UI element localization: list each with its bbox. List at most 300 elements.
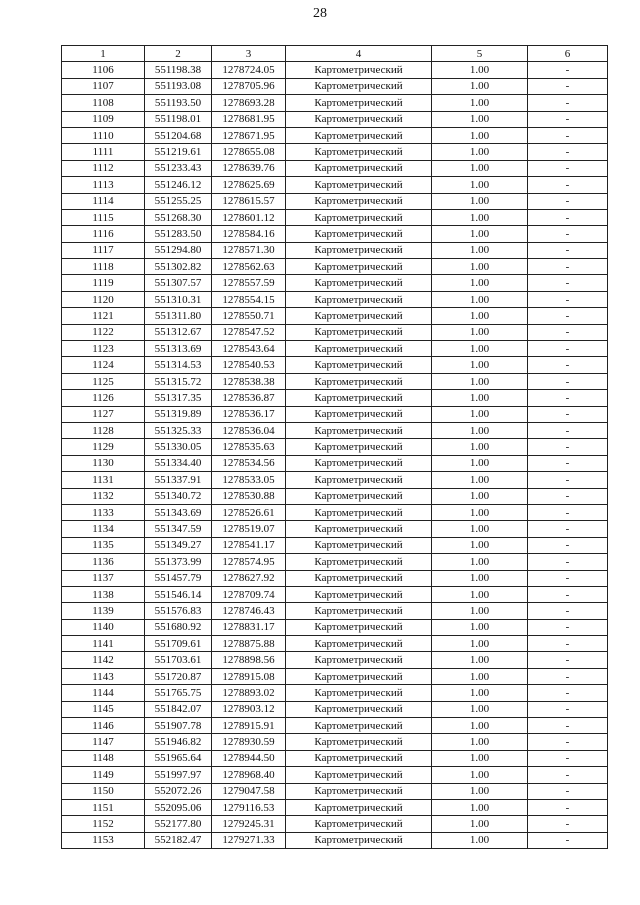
note-cell: -: [528, 439, 608, 455]
method-cell: Картометрический: [286, 636, 432, 652]
method-cell: Картометрический: [286, 373, 432, 389]
table-row: [62, 832, 608, 848]
method-cell: Картометрический: [286, 718, 432, 734]
note-cell: -: [528, 341, 608, 357]
x-coordinate-cell: 551198.01: [145, 111, 212, 127]
note-cell: -: [528, 291, 608, 307]
x-coordinate-cell: 551340.72: [145, 488, 212, 504]
method-cell: Картометрический: [286, 504, 432, 520]
method-cell: Картометрический: [286, 177, 432, 193]
y-coordinate-cell: 1278898.56: [212, 652, 286, 668]
note-cell: -: [528, 275, 608, 291]
point-number-cell: 1153: [62, 832, 145, 848]
note-cell: -: [528, 406, 608, 422]
y-coordinate-cell: 1278538.38: [212, 373, 286, 389]
y-coordinate-cell: 1278709.74: [212, 586, 286, 602]
table-row: [62, 324, 608, 340]
y-coordinate-cell: 1278530.88: [212, 488, 286, 504]
x-coordinate-cell: 551325.33: [145, 422, 212, 438]
y-coordinate-cell: 1278968.40: [212, 767, 286, 783]
y-coordinate-cell: 1278671.95: [212, 127, 286, 143]
accuracy-cell: 1.00: [432, 668, 528, 684]
column-header-6: 6: [528, 46, 608, 62]
note-cell: -: [528, 95, 608, 111]
table-row: [62, 767, 608, 783]
x-coordinate-cell: 551319.89: [145, 406, 212, 422]
accuracy-cell: 1.00: [432, 767, 528, 783]
x-coordinate-cell: 551283.50: [145, 226, 212, 242]
table-row: [62, 652, 608, 668]
method-cell: Картометрический: [286, 734, 432, 750]
accuracy-cell: 1.00: [432, 406, 528, 422]
y-coordinate-cell: 1278681.95: [212, 111, 286, 127]
method-cell: Картометрический: [286, 291, 432, 307]
x-coordinate-cell: 551842.07: [145, 701, 212, 717]
note-cell: -: [528, 521, 608, 537]
y-coordinate-cell: 1278584.16: [212, 226, 286, 242]
x-coordinate-cell: 551193.50: [145, 95, 212, 111]
point-number-cell: 1126: [62, 390, 145, 406]
point-number-cell: 1114: [62, 193, 145, 209]
point-number-cell: 1149: [62, 767, 145, 783]
note-cell: -: [528, 619, 608, 635]
point-number-cell: 1137: [62, 570, 145, 586]
x-coordinate-cell: 551457.79: [145, 570, 212, 586]
y-coordinate-cell: 1278915.08: [212, 668, 286, 684]
x-coordinate-cell: 551302.82: [145, 259, 212, 275]
method-cell: Картометрический: [286, 144, 432, 160]
x-coordinate-cell: 551294.80: [145, 242, 212, 258]
accuracy-cell: 1.00: [432, 799, 528, 815]
accuracy-cell: 1.00: [432, 586, 528, 602]
y-coordinate-cell: 1278547.52: [212, 324, 286, 340]
accuracy-cell: 1.00: [432, 177, 528, 193]
accuracy-cell: 1.00: [432, 504, 528, 520]
accuracy-cell: 1.00: [432, 62, 528, 78]
point-number-cell: 1113: [62, 177, 145, 193]
point-number-cell: 1151: [62, 799, 145, 815]
accuracy-cell: 1.00: [432, 422, 528, 438]
accuracy-cell: 1.00: [432, 783, 528, 799]
y-coordinate-cell: 1278541.17: [212, 537, 286, 553]
method-cell: Картометрический: [286, 308, 432, 324]
y-coordinate-cell: 1278705.96: [212, 78, 286, 94]
accuracy-cell: 1.00: [432, 242, 528, 258]
note-cell: -: [528, 308, 608, 324]
table-row: [62, 816, 608, 832]
note-cell: -: [528, 652, 608, 668]
note-cell: -: [528, 783, 608, 799]
point-number-cell: 1122: [62, 324, 145, 340]
x-coordinate-cell: 551255.25: [145, 193, 212, 209]
note-cell: -: [528, 537, 608, 553]
accuracy-cell: 1.00: [432, 357, 528, 373]
point-number-cell: 1111: [62, 144, 145, 160]
x-coordinate-cell: 551997.97: [145, 767, 212, 783]
note-cell: -: [528, 177, 608, 193]
x-coordinate-cell: 551907.78: [145, 718, 212, 734]
x-coordinate-cell: 551337.91: [145, 472, 212, 488]
y-coordinate-cell: 1278944.50: [212, 750, 286, 766]
header-row: [62, 46, 608, 62]
point-number-cell: 1120: [62, 291, 145, 307]
y-coordinate-cell: 1279047.58: [212, 783, 286, 799]
note-cell: -: [528, 324, 608, 340]
point-number-cell: 1141: [62, 636, 145, 652]
note-cell: -: [528, 603, 608, 619]
page-number: 28: [313, 6, 327, 21]
note-cell: -: [528, 734, 608, 750]
note-cell: -: [528, 488, 608, 504]
method-cell: Картометрический: [286, 95, 432, 111]
accuracy-cell: 1.00: [432, 521, 528, 537]
point-number-cell: 1124: [62, 357, 145, 373]
method-cell: Картометрический: [286, 816, 432, 832]
table-row: [62, 422, 608, 438]
point-number-cell: 1130: [62, 455, 145, 471]
accuracy-cell: 1.00: [432, 718, 528, 734]
table-row: [62, 455, 608, 471]
y-coordinate-cell: 1278557.59: [212, 275, 286, 291]
x-coordinate-cell: 551765.75: [145, 685, 212, 701]
note-cell: -: [528, 144, 608, 160]
point-number-cell: 1129: [62, 439, 145, 455]
y-coordinate-cell: 1278540.53: [212, 357, 286, 373]
note-cell: -: [528, 357, 608, 373]
accuracy-cell: 1.00: [432, 488, 528, 504]
method-cell: Картометрический: [286, 193, 432, 209]
table-row: [62, 209, 608, 225]
x-coordinate-cell: 551334.40: [145, 455, 212, 471]
x-coordinate-cell: 551233.43: [145, 160, 212, 176]
accuracy-cell: 1.00: [432, 570, 528, 586]
y-coordinate-cell: 1278571.30: [212, 242, 286, 258]
accuracy-cell: 1.00: [432, 652, 528, 668]
point-number-cell: 1118: [62, 259, 145, 275]
table-row: [62, 78, 608, 94]
table-row: [62, 242, 608, 258]
table-row: [62, 357, 608, 373]
point-number-cell: 1123: [62, 341, 145, 357]
note-cell: -: [528, 78, 608, 94]
point-number-cell: 1121: [62, 308, 145, 324]
table-row: [62, 619, 608, 635]
note-cell: -: [528, 127, 608, 143]
x-coordinate-cell: 551347.59: [145, 521, 212, 537]
y-coordinate-cell: 1278536.87: [212, 390, 286, 406]
accuracy-cell: 1.00: [432, 373, 528, 389]
point-number-cell: 1128: [62, 422, 145, 438]
method-cell: Картометрический: [286, 275, 432, 291]
x-coordinate-cell: 552177.80: [145, 816, 212, 832]
note-cell: -: [528, 472, 608, 488]
note-cell: -: [528, 62, 608, 78]
point-number-cell: 1150: [62, 783, 145, 799]
table-row: [62, 341, 608, 357]
note-cell: -: [528, 504, 608, 520]
accuracy-cell: 1.00: [432, 144, 528, 160]
table-row: [62, 488, 608, 504]
method-cell: Картометрический: [286, 160, 432, 176]
point-number-cell: 1119: [62, 275, 145, 291]
x-coordinate-cell: 551193.08: [145, 78, 212, 94]
y-coordinate-cell: 1278831.17: [212, 619, 286, 635]
note-cell: -: [528, 422, 608, 438]
table-body: [62, 62, 608, 849]
accuracy-cell: 1.00: [432, 636, 528, 652]
method-cell: Картометрический: [286, 127, 432, 143]
method-cell: Картометрический: [286, 701, 432, 717]
point-number-cell: 1127: [62, 406, 145, 422]
table-row: [62, 472, 608, 488]
table-row: [62, 701, 608, 717]
note-cell: -: [528, 832, 608, 848]
table-row: [62, 291, 608, 307]
table-row: [62, 668, 608, 684]
method-cell: Картометрический: [286, 668, 432, 684]
y-coordinate-cell: 1278534.56: [212, 455, 286, 471]
table-row: [62, 586, 608, 602]
accuracy-cell: 1.00: [432, 78, 528, 94]
y-coordinate-cell: 1278875.88: [212, 636, 286, 652]
x-coordinate-cell: 551307.57: [145, 275, 212, 291]
x-coordinate-cell: 551246.12: [145, 177, 212, 193]
method-cell: Картометрический: [286, 554, 432, 570]
method-cell: Картометрический: [286, 767, 432, 783]
table-row: [62, 570, 608, 586]
table-row: [62, 799, 608, 815]
y-coordinate-cell: 1278533.05: [212, 472, 286, 488]
x-coordinate-cell: 551330.05: [145, 439, 212, 455]
accuracy-cell: 1.00: [432, 619, 528, 635]
note-cell: -: [528, 570, 608, 586]
note-cell: -: [528, 799, 608, 815]
note-cell: -: [528, 226, 608, 242]
y-coordinate-cell: 1278724.05: [212, 62, 286, 78]
method-cell: Картометрический: [286, 439, 432, 455]
accuracy-cell: 1.00: [432, 95, 528, 111]
y-coordinate-cell: 1279271.33: [212, 832, 286, 848]
note-cell: -: [528, 701, 608, 717]
y-coordinate-cell: 1278536.04: [212, 422, 286, 438]
method-cell: Картометрический: [286, 209, 432, 225]
x-coordinate-cell: 551946.82: [145, 734, 212, 750]
table-row: [62, 177, 608, 193]
point-number-cell: 1125: [62, 373, 145, 389]
y-coordinate-cell: 1279245.31: [212, 816, 286, 832]
method-cell: Картометрический: [286, 259, 432, 275]
method-cell: Картометрический: [286, 242, 432, 258]
x-coordinate-cell: 551546.14: [145, 586, 212, 602]
y-coordinate-cell: 1278554.15: [212, 291, 286, 307]
note-cell: -: [528, 718, 608, 734]
note-cell: -: [528, 586, 608, 602]
x-coordinate-cell: 551310.31: [145, 291, 212, 307]
column-header-1: 1: [62, 46, 145, 62]
point-number-cell: 1110: [62, 127, 145, 143]
accuracy-cell: 1.00: [432, 537, 528, 553]
x-coordinate-cell: 551680.92: [145, 619, 212, 635]
x-coordinate-cell: 551313.69: [145, 341, 212, 357]
point-number-cell: 1117: [62, 242, 145, 258]
x-coordinate-cell: 551198.38: [145, 62, 212, 78]
method-cell: Картометрический: [286, 685, 432, 701]
note-cell: -: [528, 160, 608, 176]
note-cell: -: [528, 636, 608, 652]
y-coordinate-cell: 1278562.63: [212, 259, 286, 275]
table-row: [62, 521, 608, 537]
note-cell: -: [528, 242, 608, 258]
table-row: [62, 439, 608, 455]
table-row: [62, 95, 608, 111]
method-cell: Картометрический: [286, 406, 432, 422]
table-row: [62, 193, 608, 209]
note-cell: -: [528, 111, 608, 127]
table-row: [62, 308, 608, 324]
y-coordinate-cell: 1278543.64: [212, 341, 286, 357]
table-header: [62, 46, 608, 62]
note-cell: -: [528, 193, 608, 209]
note-cell: -: [528, 259, 608, 275]
table-row: [62, 226, 608, 242]
x-coordinate-cell: 551343.69: [145, 504, 212, 520]
point-number-cell: 1112: [62, 160, 145, 176]
x-coordinate-cell: 552095.06: [145, 799, 212, 815]
table-row: [62, 275, 608, 291]
accuracy-cell: 1.00: [432, 554, 528, 570]
point-number-cell: 1145: [62, 701, 145, 717]
table-row: [62, 390, 608, 406]
column-header-2: 2: [145, 46, 212, 62]
table-row: [62, 783, 608, 799]
table-row: [62, 504, 608, 520]
table-row: [62, 127, 608, 143]
table-row: [62, 603, 608, 619]
point-number-cell: 1139: [62, 603, 145, 619]
note-cell: -: [528, 816, 608, 832]
point-number-cell: 1116: [62, 226, 145, 242]
y-coordinate-cell: 1278574.95: [212, 554, 286, 570]
method-cell: Картометрический: [286, 603, 432, 619]
point-number-cell: 1140: [62, 619, 145, 635]
method-cell: Картометрический: [286, 586, 432, 602]
accuracy-cell: 1.00: [432, 209, 528, 225]
method-cell: Картометрический: [286, 341, 432, 357]
method-cell: Картометрический: [286, 521, 432, 537]
accuracy-cell: 1.00: [432, 832, 528, 848]
point-number-cell: 1115: [62, 209, 145, 225]
point-number-cell: 1109: [62, 111, 145, 127]
x-coordinate-cell: 551317.35: [145, 390, 212, 406]
y-coordinate-cell: 1278627.92: [212, 570, 286, 586]
method-cell: Картометрический: [286, 390, 432, 406]
accuracy-cell: 1.00: [432, 685, 528, 701]
note-cell: -: [528, 373, 608, 389]
method-cell: Картометрический: [286, 62, 432, 78]
accuracy-cell: 1.00: [432, 734, 528, 750]
x-coordinate-cell: 551204.68: [145, 127, 212, 143]
point-number-cell: 1106: [62, 62, 145, 78]
point-number-cell: 1134: [62, 521, 145, 537]
x-coordinate-cell: 551349.27: [145, 537, 212, 553]
y-coordinate-cell: 1278655.08: [212, 144, 286, 160]
column-header-4: 4: [286, 46, 432, 62]
point-number-cell: 1142: [62, 652, 145, 668]
y-coordinate-cell: 1278535.63: [212, 439, 286, 455]
y-coordinate-cell: 1278639.76: [212, 160, 286, 176]
table-row: [62, 537, 608, 553]
table-row: [62, 718, 608, 734]
table-row: [62, 144, 608, 160]
accuracy-cell: 1.00: [432, 259, 528, 275]
accuracy-cell: 1.00: [432, 275, 528, 291]
note-cell: -: [528, 554, 608, 570]
y-coordinate-cell: 1278615.57: [212, 193, 286, 209]
point-number-cell: 1144: [62, 685, 145, 701]
point-number-cell: 1146: [62, 718, 145, 734]
table-row: [62, 554, 608, 570]
y-coordinate-cell: 1278746.43: [212, 603, 286, 619]
accuracy-cell: 1.00: [432, 472, 528, 488]
method-cell: Картометрический: [286, 832, 432, 848]
column-header-3: 3: [212, 46, 286, 62]
accuracy-cell: 1.00: [432, 341, 528, 357]
x-coordinate-cell: 551268.30: [145, 209, 212, 225]
x-coordinate-cell: 551311.80: [145, 308, 212, 324]
table-row: [62, 259, 608, 275]
method-cell: Картометрический: [286, 422, 432, 438]
y-coordinate-cell: 1278893.02: [212, 685, 286, 701]
accuracy-cell: 1.00: [432, 160, 528, 176]
y-coordinate-cell: 1278930.59: [212, 734, 286, 750]
accuracy-cell: 1.00: [432, 111, 528, 127]
point-number-cell: 1107: [62, 78, 145, 94]
accuracy-cell: 1.00: [432, 193, 528, 209]
y-coordinate-cell: 1278550.71: [212, 308, 286, 324]
x-coordinate-cell: 551703.61: [145, 652, 212, 668]
coordinates-table: [61, 45, 608, 849]
y-coordinate-cell: 1278915.91: [212, 718, 286, 734]
y-coordinate-cell: 1278693.28: [212, 95, 286, 111]
note-cell: -: [528, 668, 608, 684]
accuracy-cell: 1.00: [432, 439, 528, 455]
method-cell: Картометрический: [286, 570, 432, 586]
method-cell: Картометрический: [286, 652, 432, 668]
table-row: [62, 111, 608, 127]
x-coordinate-cell: 551312.67: [145, 324, 212, 340]
point-number-cell: 1135: [62, 537, 145, 553]
x-coordinate-cell: 551315.72: [145, 373, 212, 389]
table-row: [62, 160, 608, 176]
point-number-cell: 1143: [62, 668, 145, 684]
table-row: [62, 685, 608, 701]
table-row: [62, 734, 608, 750]
table-row: [62, 636, 608, 652]
y-coordinate-cell: 1278536.17: [212, 406, 286, 422]
accuracy-cell: 1.00: [432, 291, 528, 307]
method-cell: Картометрический: [286, 78, 432, 94]
accuracy-cell: 1.00: [432, 308, 528, 324]
accuracy-cell: 1.00: [432, 324, 528, 340]
point-number-cell: 1138: [62, 586, 145, 602]
x-coordinate-cell: 552182.47: [145, 832, 212, 848]
method-cell: Картометрический: [286, 455, 432, 471]
accuracy-cell: 1.00: [432, 750, 528, 766]
table-row: [62, 750, 608, 766]
point-number-cell: 1131: [62, 472, 145, 488]
method-cell: Картометрический: [286, 619, 432, 635]
method-cell: Картометрический: [286, 799, 432, 815]
